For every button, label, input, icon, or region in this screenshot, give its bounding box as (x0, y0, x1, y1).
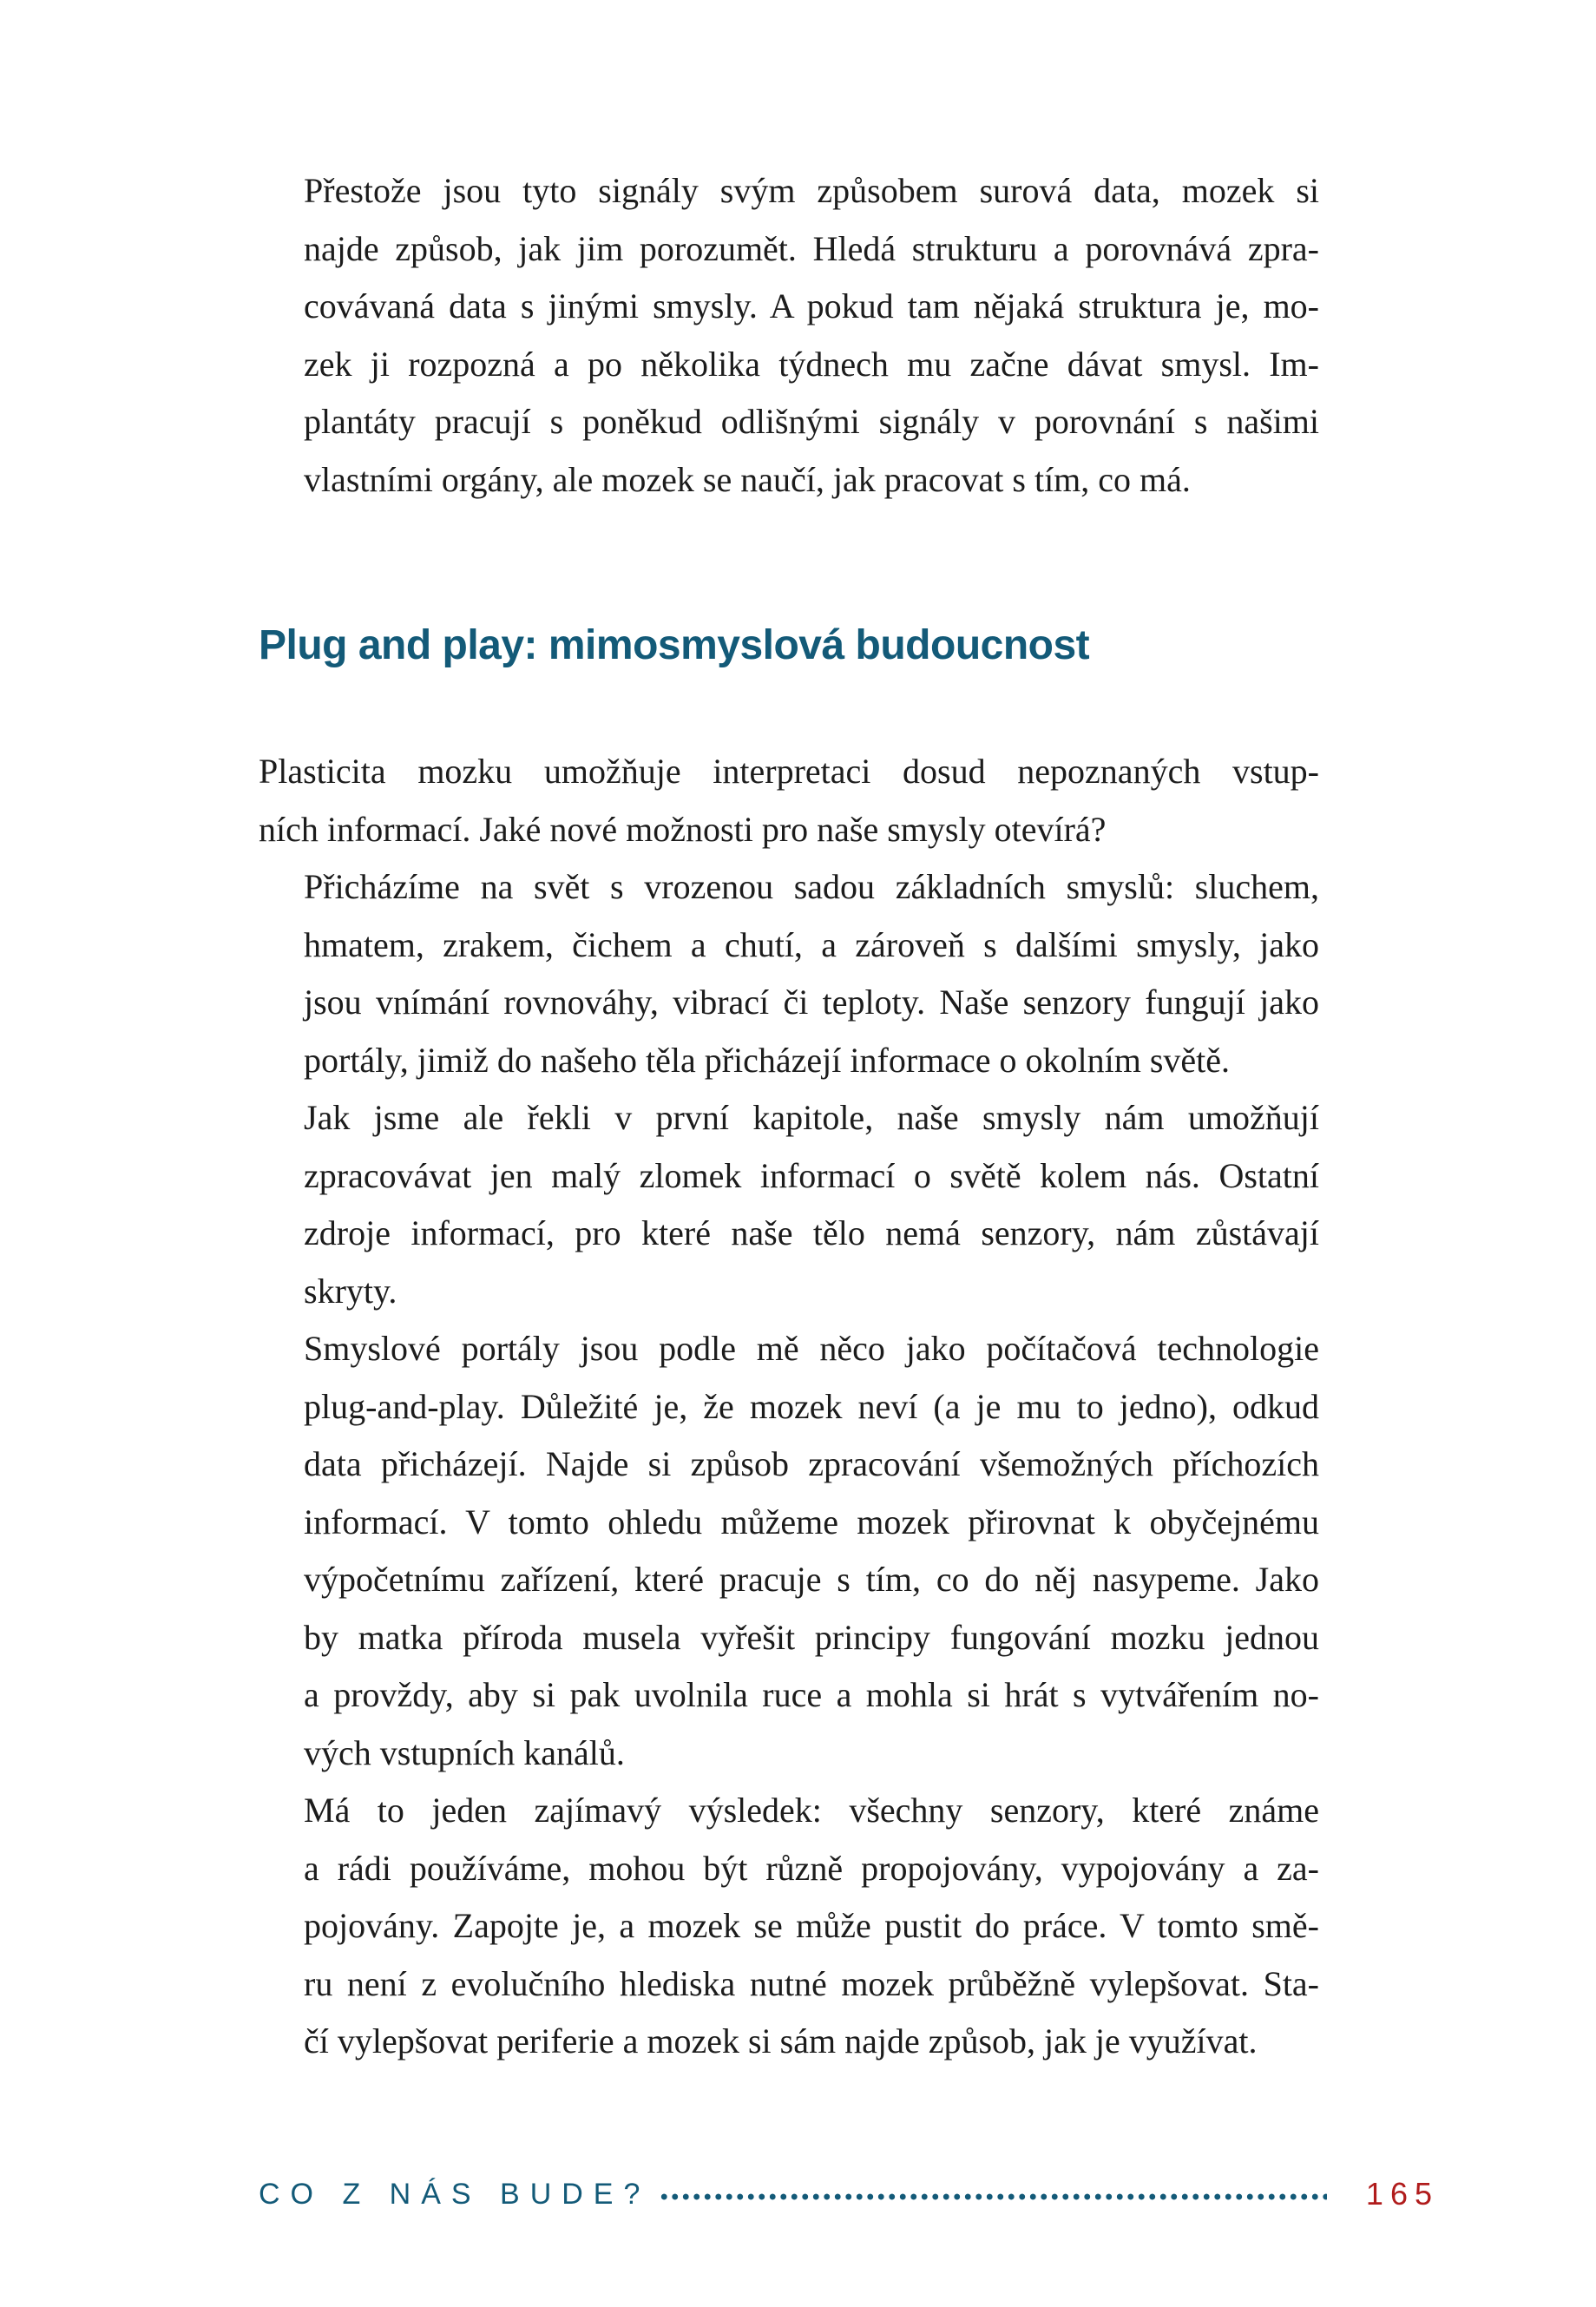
text-line: plug-and-play. Důležité je, že mozek neví (a je mu to jedno), odkud (304, 1386, 1319, 1426)
paragraph (259, 743, 1319, 858)
running-title: CO Z NÁS BUDE? (259, 2177, 651, 2211)
paragraph (259, 1320, 1319, 1782)
intro-paragraph (259, 162, 1319, 509)
text-line: informací. V tomto ohledu můžeme mozek přirovnat k obyčejnému (304, 1502, 1319, 1541)
text-line: skryty. (304, 1271, 397, 1311)
paragraph (259, 858, 1319, 1089)
section-body (259, 743, 1319, 2071)
text-line: plantáty pracují s poněkud odlišnými signály v porovnání s našimi (304, 402, 1319, 441)
text-line: vlastními orgány, ale mozek se naučí, jak pracovat s tím, co má. (304, 459, 1191, 499)
text-line: Přestože jsou tyto signály svým způsobem surová data, mozek si (304, 171, 1319, 210)
text-line: Jak jsme ale řekli v první kapitole, naše smysly nám umožňují (304, 1098, 1319, 1137)
text-line: zpracovávat jen malý zlomek informací o světě kolem nás. Ostatní (304, 1155, 1319, 1195)
text-line: portály, jimiž do našeho těla přicházejí informace o okolním světě. (304, 1040, 1231, 1080)
text-line: jsou vnímání rovnováhy, vibrací či teploty. Naše senzory fungují jako (304, 983, 1319, 1022)
section-heading: Plug and play: mimosmyslová budoucnost (259, 622, 1090, 668)
text-line: a provždy, aby si pak uvolnila ruce a mohla si hrát s vytvářením no- (304, 1675, 1319, 1714)
dotted-leader (659, 2192, 1327, 2201)
text-line: ních informací. Jaké nové možnosti pro naše smysly otevírá? (259, 809, 1107, 849)
paragraph (259, 162, 1319, 509)
text-line: najde způsob, jak jim porozumět. Hledá strukturu a porovnává zpra- (304, 228, 1319, 268)
text-line: výpočetnímu zařízení, které pracuje s tím, co do něj nasypeme. Jako (304, 1560, 1319, 1599)
page-footer (259, 2172, 1439, 2216)
text-line: zdroje informací, pro které naše tělo nemá senzory, nám zůstávají (304, 1213, 1319, 1252)
text-line: čí vylepšovat periferie a mozek si sám najde způsob, jak je využívat. (304, 2021, 1258, 2061)
text-line: a rádi používáme, mohou být různě propojovány, vypojovány a za- (304, 1848, 1319, 1888)
text-line: Smyslové portály jsou podle mě něco jako počítačová technologie (304, 1329, 1319, 1368)
paragraph (259, 1089, 1319, 1320)
text-line: by matka příroda musela vyřešit principy fungování mozku jednou (304, 1617, 1319, 1657)
text-line: ru není z evolučního hlediska nutné mozek průběžně vylepšovat. Sta- (304, 1963, 1319, 2003)
text-line: covávaná data s jinými smysly. A pokud tam nějaká struktura je, mo- (304, 286, 1319, 325)
text-line: Má to jeden zajímavý výsledek: všechny senzory, které známe (304, 1791, 1319, 1830)
text-line: pojovány. Zapojte je, a mozek se může pustit do práce. V tomto smě- (304, 1906, 1319, 1945)
paragraph (259, 1782, 1319, 2071)
text-line: Plasticita mozku umožňuje interpretaci dosud nepoznaných vstup- (259, 752, 1319, 791)
text-line: data přicházejí. Najde si způsob zpracování všemožných příchozích (304, 1444, 1319, 1483)
text-line: Přicházíme na svět s vrozenou sadou základních smyslů: sluchem, (304, 867, 1319, 906)
text-line: zek ji rozpozná a po několika týdnech mu začne dávat smysl. Im- (304, 344, 1319, 384)
page-number: 165 (1365, 2176, 1439, 2212)
text-line: vých vstupních kanálů. (304, 1732, 625, 1772)
text-line: hmatem, zrakem, čichem a chutí, a zároveň s dalšími smysly, jako (304, 924, 1319, 964)
